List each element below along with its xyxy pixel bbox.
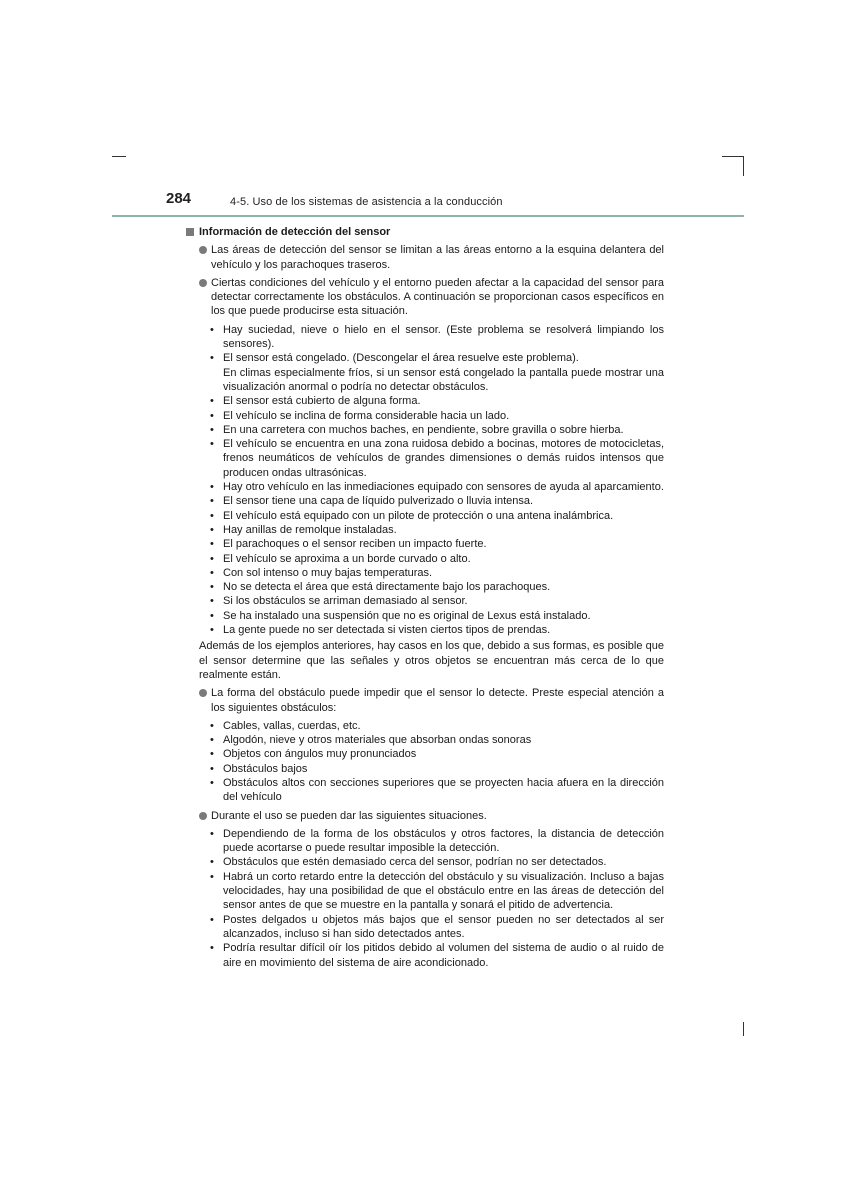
situations-list (186, 827, 664, 970)
circle-bullet-icon (199, 279, 207, 287)
list-item: • Obstáculos altos con secciones superiores que se proyecten hacia afuera en la dirección del vehículo (210, 776, 664, 804)
list-item: • Dependiendo de la forma de los obstáculos y otros factores, la distancia de detección puede acortarse o puede resultar imposible la detección. (210, 827, 664, 855)
list-item: • El sensor está cubierto de alguna forma. (210, 395, 421, 408)
list-item: • Algodón, nieve y otros materiales que absorban ondas sonoras (210, 734, 532, 747)
list-item: • Se ha instalado una suspensión que no es original de Lexus está instalado. (210, 609, 591, 622)
bullet-item (186, 243, 664, 272)
list-item: • No se detecta el área que está directamente bajo los parachoques. (210, 581, 551, 594)
circle-bullet-icon (199, 689, 207, 697)
section-heading (186, 225, 664, 239)
crop-mark-top-right-h (722, 156, 744, 157)
page-header (112, 190, 744, 218)
bullet-item (186, 809, 664, 823)
list-item: • Objetos con ángulos muy pronunciados (210, 748, 417, 761)
list-item: • Obstáculos bajos (210, 762, 308, 775)
list-item: • El sensor tiene una capa de líquido pulverizado o lluvia intensa. (210, 495, 534, 508)
list-item: • El vehículo se encuentra en una zona ruidosa debido a bocinas, motores de motocicletas, frenos neumáticos de vehículos de grandes dimensiones o demás ruidos intensos que producen ondas ultrasónicas. (210, 438, 664, 479)
page-content (186, 225, 664, 972)
bullet-item (186, 276, 664, 319)
list-item: • El vehículo se inclina de forma considerable hacia un lado. (210, 409, 510, 422)
list-item: • Hay suciedad, nieve o hielo en el sensor. (Este problema se resolverá limpiando los sensores). (210, 323, 664, 351)
header-rule (112, 215, 744, 217)
list-item: • Con sol intenso o muy bajas temperaturas. (210, 566, 433, 579)
paragraph: Además de los ejemplos anteriores, hay casos en los que, debido a sus formas, es posible que el sensor determine que las señales y otros objetos se encuentran más cerca de lo que realmente están. (199, 640, 664, 681)
chapter-title: 4-5. Uso de los sistemas de asistencia a la conducción (230, 196, 503, 208)
page-number: 284 (166, 190, 192, 207)
list-item-note: En climas especialmente fríos, si un sensor está congelado la pantalla puede mostrar una visualización anormal o podría no detectar obstáculos. (223, 366, 664, 393)
list-item: • En una carretera con muchos baches, en pendiente, sobre gravilla o sobre hierba. (210, 423, 624, 436)
list-item: • Hay otro vehículo en las inmediaciones equipado con sensores de ayuda al aparcamiento. (210, 481, 664, 494)
list-item: • Postes delgados u objetos más bajos que el sensor pueden no ser detectados al ser alcanzados, incluso si han sido detectados antes. (210, 913, 664, 940)
circle-bullet-icon (199, 812, 207, 820)
bullet-text: La forma del obstáculo puede impedir que el sensor lo detecte. Preste especial atención a los siguientes obstáculos: (211, 687, 664, 714)
bullet-item (186, 686, 664, 715)
list-item: • Habrá un corto retardo entre la detección del obstáculo y su visualización. Incluso a bajas velocidades, hay una posibilidad de que el obstáculo entre en las áreas de detección del sensor antes de que se muestre en la pantalla y sonará el pitido de advertencia. (210, 870, 664, 912)
crop-mark-bottom-right (743, 1022, 744, 1036)
bullet-text: Las áreas de detección del sensor se limitan a las áreas entorno a la esquina delantera del vehículo y los parachoques traseros. (211, 244, 664, 271)
bullet-text: Ciertas condiciones del vehículo y el entorno pueden afectar a la capacidad del sensor para detectar correctamente los obstáculos. A continuación se proporcionan casos específicos en los que puede producirse esta situación. (211, 276, 664, 318)
bullet-text: Durante el uso se pueden dar las siguientes situaciones. (211, 809, 487, 822)
list-item: • La gente puede no ser detectada si visten ciertos tipos de prendas. (210, 624, 551, 637)
list-item: • El vehículo se aproxima a un borde curvado o alto. (210, 552, 471, 565)
list-item: • El parachoques o el sensor reciben un impacto fuerte. (210, 538, 487, 551)
crop-mark-top-right-v (743, 156, 744, 176)
list-item: • Podría resultar difícil oír los pitidos debido al volumen del sistema de audio o al ruido de aire en movimiento del sistema de aire acondicionado. (210, 942, 664, 969)
list-item: • Si los obstáculos se arriman demasiado al sensor. (210, 595, 468, 608)
circle-bullet-icon (199, 246, 207, 254)
section-title: Información de detección del sensor (199, 226, 391, 238)
list-item: • El vehículo está equipado con un pilote de protección o una antena inalámbrica. (210, 509, 614, 522)
list-item: • Hay anillas de remolque instaladas. (210, 523, 397, 536)
list-item: • El sensor está congelado. (Descongelar el área resuelve este problema). En climas especialmente fríos, si un sensor está congelado la pantalla puede mostrar una visualización anormal o podría no detectar obstáculos. (210, 352, 664, 393)
list-item: • Cables, vallas, cuerdas, etc. (210, 719, 361, 732)
obstacles-list (186, 719, 664, 805)
conditions-list (186, 323, 664, 638)
crop-mark-top-left (112, 156, 126, 157)
list-item: • Obstáculos que estén demasiado cerca del sensor, podrían no ser detectados. (210, 856, 607, 869)
square-bullet-icon (186, 228, 194, 236)
